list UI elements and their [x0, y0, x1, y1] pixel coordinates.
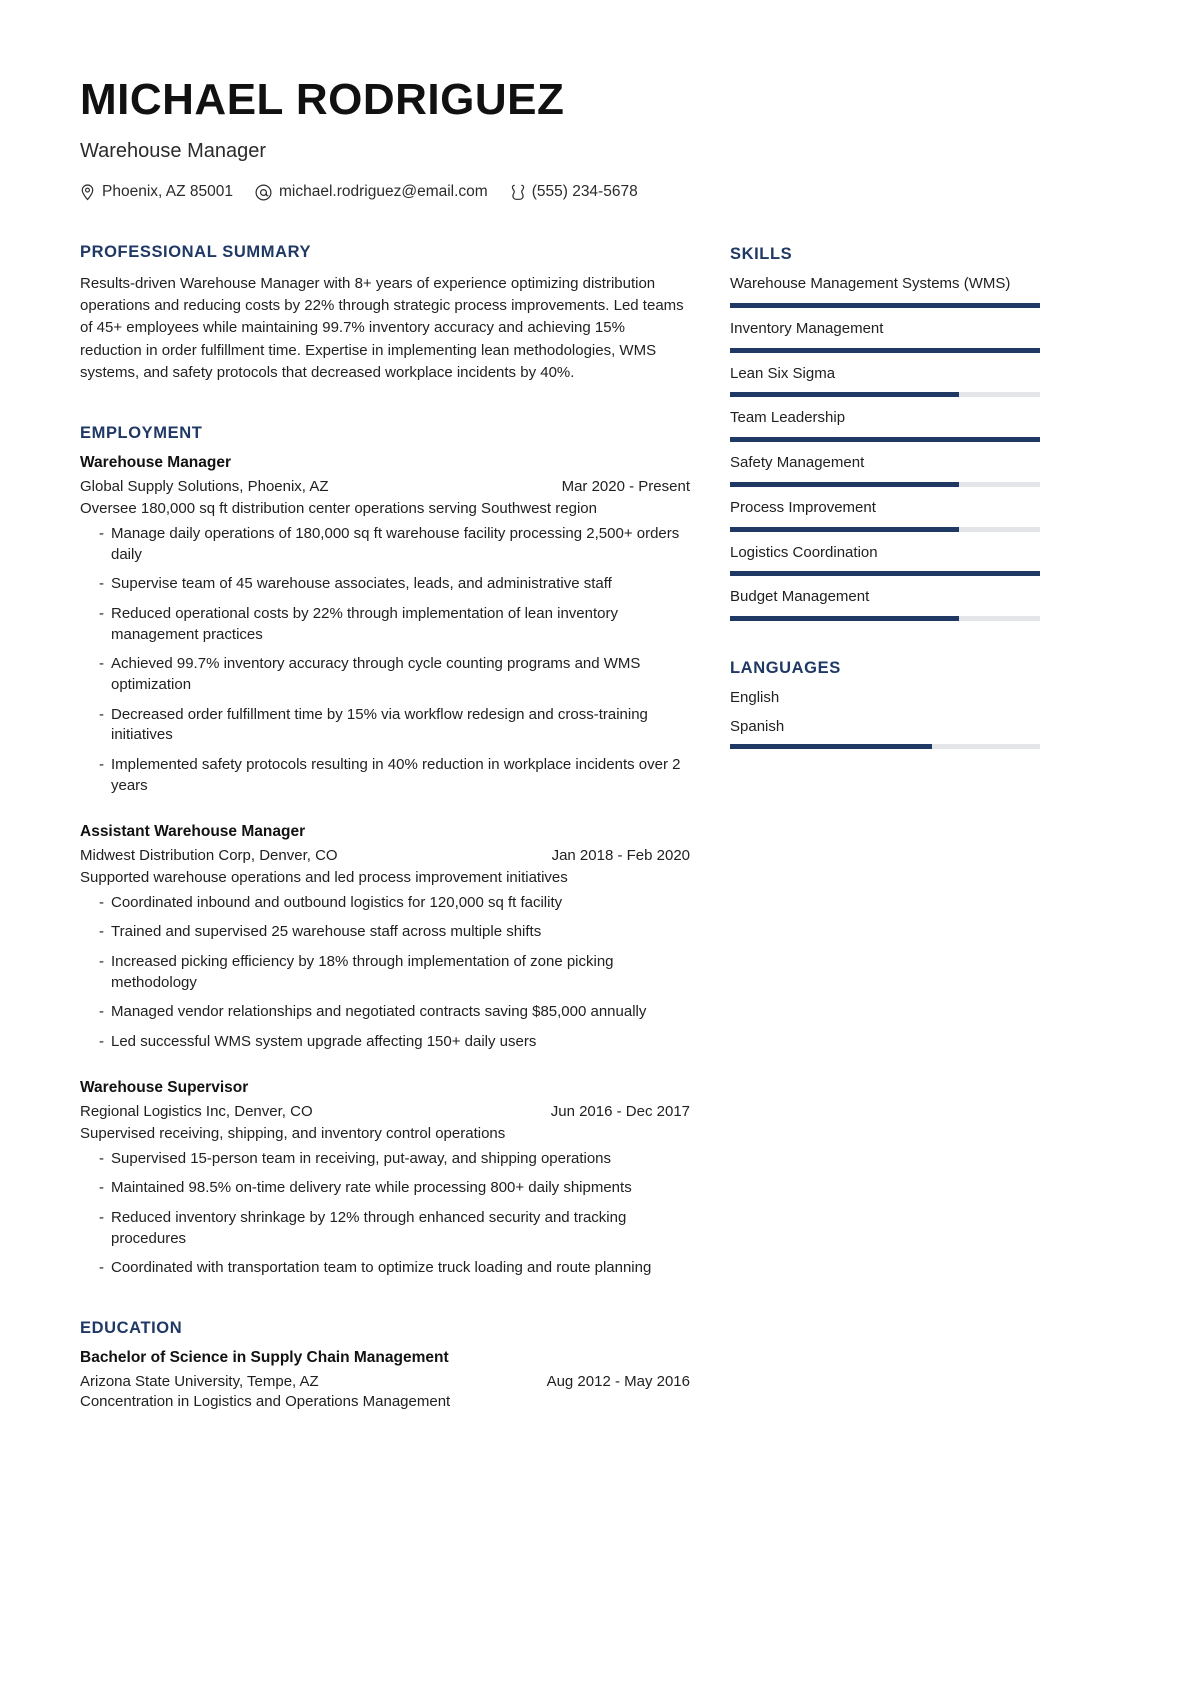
- employment-company: Midwest Distribution Corp, Denver, CO: [80, 846, 338, 864]
- contact-location: [80, 183, 233, 201]
- skill-item: [730, 454, 1040, 487]
- employment-bullet: - Increased picking efficiency by 18% through implementation of zone picking methodology: [80, 952, 690, 993]
- employment-dates: Mar 2020 - Present: [561, 477, 690, 495]
- employment-bullets: [80, 1149, 690, 1279]
- skill-item: [730, 409, 1040, 442]
- languages-list: [730, 689, 1040, 749]
- email-at-icon: [255, 184, 272, 201]
- skill-level-bar: [730, 571, 1040, 576]
- skill-label: Warehouse Management Systems (WMS): [730, 275, 1011, 292]
- skill-level-fill: [730, 616, 959, 621]
- summary-text: Results-driven Warehouse Manager with 8+ years of experience optimizing distribution operations and reducing costs by 22% through strategic process improvements. Led teams of 45+ employees while maintaining 99.7% inventory accuracy and achieving 15% reduction in order fulfillment time. Expertise in implementing lean methodologies, WMS systems, and safety protocols that decreased workplace incidents by 40%.: [80, 275, 684, 381]
- language-level-bar: [730, 744, 1040, 749]
- language-label: Spanish: [730, 718, 785, 735]
- employment-dates: Jan 2018 - Feb 2020: [551, 846, 690, 864]
- section-skills: [730, 245, 1040, 621]
- skill-level-bar: [730, 303, 1040, 308]
- employment-entry: [80, 823, 690, 1053]
- skill-level-bar: [730, 616, 1040, 621]
- employment-meta: [80, 478, 690, 495]
- skill-label: Budget Management: [730, 588, 870, 606]
- candidate-job-title: Warehouse Manager: [80, 140, 267, 162]
- skill-label: Inventory Management: [730, 319, 884, 337]
- employment-bullet: - Achieved 99.7% inventory accuracy through cycle counting programs and WMS optimization: [80, 654, 690, 695]
- skill-label: Safety Management: [730, 454, 865, 471]
- employment-role: Warehouse Manager: [80, 453, 232, 471]
- skill-label: Logistics Coordination: [730, 543, 878, 561]
- skill-item: [730, 588, 1040, 621]
- contact-phone: [510, 183, 638, 201]
- section-title-skills: SKILLS: [730, 245, 793, 263]
- skills-list: [730, 275, 1040, 621]
- employment-role: Warehouse Supervisor: [80, 1078, 249, 1096]
- skill-level-bar: [730, 392, 1040, 397]
- contact-location-text: Phoenix, AZ 85001: [102, 183, 233, 200]
- main-column: [80, 243, 690, 1410]
- employment-role: Assistant Warehouse Manager: [80, 822, 306, 840]
- section-languages: [730, 659, 1040, 749]
- education-list: [80, 1349, 690, 1410]
- employment-bullet: - Implemented safety protocols resulting in 40% reduction in workplace incidents over 2 years: [80, 755, 690, 796]
- employment-bullet: - Reduced operational costs by 22% through implementation of lean inventory management practices: [80, 604, 690, 645]
- education-note: Concentration in Logistics and Operations Management: [80, 1393, 451, 1411]
- employment-description: Supported warehouse operations and led process improvement initiatives: [80, 868, 568, 886]
- education-meta: [80, 1373, 690, 1390]
- employment-bullet: - Maintained 98.5% on-time delivery rate while processing 800+ daily shipments: [80, 1178, 690, 1199]
- side-spacer: [730, 633, 1040, 659]
- phone-icon: [510, 184, 525, 201]
- skill-level-fill: [730, 437, 1040, 442]
- section-professional-summary: [80, 243, 690, 384]
- employment-bullet: - Managed vendor relationships and negotiated contracts saving $85,000 annually: [80, 1002, 690, 1023]
- skill-level-fill: [730, 571, 1040, 576]
- employment-bullet: - Manage daily operations of 180,000 sq ft warehouse facility processing 2,500+ orders daily: [80, 524, 690, 565]
- section-title-languages: LANGUAGES: [730, 659, 841, 677]
- contact-phone-text: (555) 234-5678: [531, 183, 638, 200]
- section-employment: [80, 424, 690, 1279]
- education-degree: Bachelor of Science in Supply Chain Management: [80, 1349, 449, 1367]
- skill-level-fill: [730, 482, 959, 487]
- section-title-summary: PROFESSIONAL SUMMARY: [80, 243, 312, 261]
- section-title-education: EDUCATION: [80, 1319, 183, 1338]
- language-item: [730, 718, 1040, 749]
- language-level-fill: [730, 744, 932, 749]
- section-title-employment: EMPLOYMENT: [80, 423, 203, 442]
- employment-company: Global Supply Solutions, Phoenix, AZ: [80, 477, 329, 495]
- employment-description: Oversee 180,000 sq ft distribution center operations serving Southwest region: [80, 499, 597, 517]
- employment-list: [80, 454, 690, 1279]
- skill-label: Process Improvement: [730, 498, 876, 516]
- employment-bullets: [80, 893, 690, 1053]
- skill-label: Lean Six Sigma: [730, 364, 836, 382]
- education-school: Arizona State University, Tempe, AZ: [80, 1373, 319, 1391]
- skill-level-bar: [730, 437, 1040, 442]
- employment-bullet: - Trained and supervised 25 warehouse staff across multiple shifts: [80, 922, 690, 943]
- employment-bullets: [80, 524, 690, 797]
- skill-level-fill: [730, 348, 1040, 353]
- skill-label: Team Leadership: [730, 409, 846, 427]
- skill-level-fill: [730, 392, 959, 397]
- language-label: English: [730, 689, 780, 706]
- skill-level-bar: [730, 482, 1040, 487]
- skill-item: [730, 275, 1040, 308]
- employment-bullet: - Supervised 15-person team in receiving, put-away, and shipping operations: [80, 1149, 690, 1170]
- candidate-name: MICHAEL RODRIGUEZ: [80, 75, 565, 124]
- skill-level-fill: [730, 527, 959, 532]
- employment-bullet: - Coordinated inbound and outbound logistics for 120,000 sq ft facility: [80, 893, 690, 914]
- employment-description: Supervised receiving, shipping, and inventory control operations: [80, 1124, 506, 1142]
- section-education: [80, 1319, 690, 1410]
- resume-body: [80, 243, 1120, 1410]
- resume-header: [80, 75, 1120, 201]
- skill-item: [730, 544, 1040, 577]
- skill-level-fill: [730, 303, 1040, 308]
- contact-row: [80, 183, 1120, 201]
- employment-bullet: - Supervise team of 45 warehouse associates, leads, and administrative staff: [80, 574, 690, 595]
- education-entry: [80, 1349, 690, 1410]
- employment-bullet: - Led successful WMS system upgrade affecting 150+ daily users: [80, 1032, 690, 1053]
- skill-item: [730, 320, 1040, 353]
- contact-email: [255, 183, 488, 201]
- skill-item: [730, 499, 1040, 532]
- skill-item: [730, 365, 1040, 398]
- employment-company: Regional Logistics Inc, Denver, CO: [80, 1102, 313, 1120]
- employment-meta: [80, 1103, 690, 1120]
- language-item: [730, 689, 1040, 706]
- contact-email-text: michael.rodriguez@email.com: [279, 183, 488, 200]
- employment-bullet: - Reduced inventory shrinkage by 12% through enhanced security and tracking procedures: [80, 1208, 690, 1249]
- education-dates: Aug 2012 - May 2016: [546, 1373, 690, 1391]
- employment-bullet: - Decreased order fulfillment time by 15% via workflow redesign and cross-training initiatives: [80, 705, 690, 746]
- employment-bullet: - Coordinated with transportation team to optimize truck loading and route planning: [80, 1258, 690, 1279]
- location-pin-icon: [80, 184, 95, 201]
- employment-meta: [80, 847, 690, 864]
- employment-entry: [80, 1079, 690, 1279]
- side-column: [730, 243, 1040, 761]
- employment-entry: [80, 454, 690, 797]
- skill-level-bar: [730, 348, 1040, 353]
- skill-level-bar: [730, 527, 1040, 532]
- employment-dates: Jun 2016 - Dec 2017: [550, 1102, 690, 1120]
